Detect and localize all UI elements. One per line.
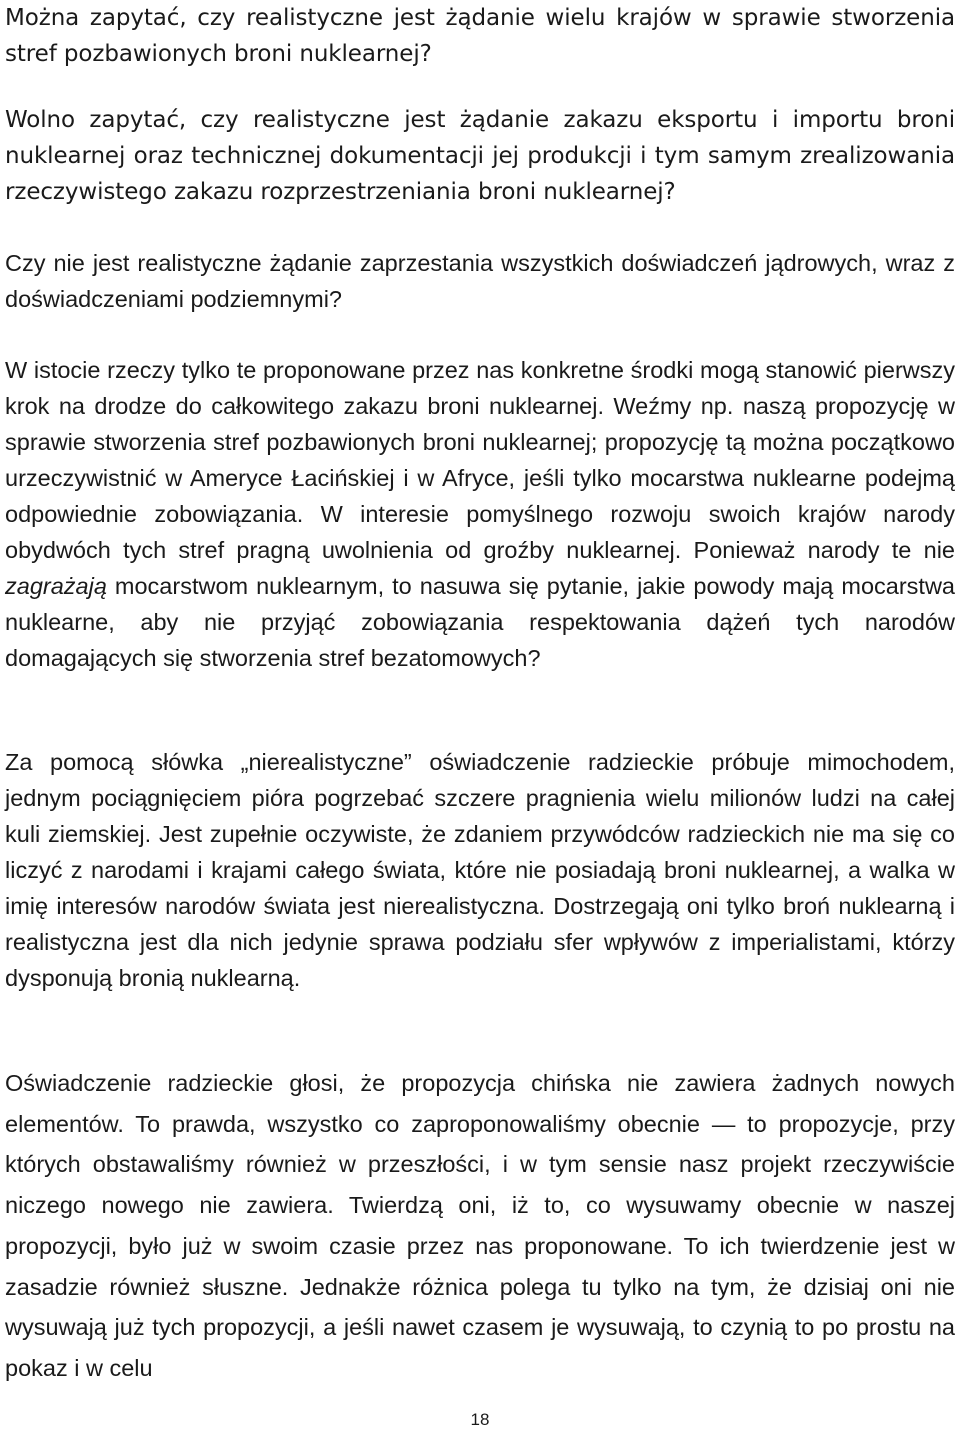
paragraph-4 bbox=[5, 352, 955, 676]
paragraph-4-italic-word: zagrażają bbox=[5, 573, 107, 599]
paragraph-3-text: Czy nie jest realistyczne żądanie zaprzestania wszystkich doświadczeń jądrowych, wraz z doświadczeniami podziemnymi? bbox=[5, 250, 955, 312]
paragraph-6-text: Oświadczenie radzieckie głosi, że propozycja chińska nie zawiera żadnych nowych elementów. To prawda, wszystko co zaproponowaliśmy obecnie — to propozycje, przy których obstawaliśmy również w przeszłości, i w tym sensie nasz projekt rzeczywiście niczego nowego nie zawiera. Twierdzą oni, iż to, co wysuwamy obecnie w naszej propozycji, było już w swoim czasie przez nas proponowane. To ich twierdzenie jest w zasadzie również słuszne. Jednakże różnica polega tu tylko na tym, że dzisiaj oni nie wysuwają już tych propozycji, a jeśli nawet czasem je wysuwają, to czynią to po prostu na pokaz i w celu bbox=[5, 1070, 955, 1381]
paragraph-5-text: Za pomocą słówka „nierealistyczne” oświadczenie radzieckie próbuje mimochodem, jednym pociągnięciem pióra pogrzebać szczere pragnienia wielu milionów ludzi na całej kuli ziemskiej. Jest zupełnie oczywiste, że zdaniem przywódców radzieckich nie ma się co liczyć z narodami i krajami całego świata, które nie posiadają broni nuklearnej, a walka w imię interesów narodów świata jest nierealistyczna. Dostrzegają oni tylko broń nuklearną i realistyczna jest dla nich jedynie sprawa podziału sfer wpływów z imperialistami, którzy dysponują bronią nuklearną. bbox=[5, 749, 955, 991]
paragraph-3 bbox=[5, 245, 955, 317]
paragraph-2 bbox=[5, 102, 955, 210]
paragraph-4-text-end: mocarstwom nuklearnym, to nasuwa się pytanie, jakie powody mają mocarstwa nuklearne, aby nie przyjąć zobowiązania respektowania dążeń tych narodów domagających się stworzenia stref bezatomowych? bbox=[5, 573, 955, 671]
paragraph-6 bbox=[5, 1063, 955, 1389]
paragraph-1 bbox=[5, 0, 955, 72]
page-number: 18 bbox=[470, 1410, 490, 1429]
paragraph-5 bbox=[5, 744, 955, 996]
paragraph-4-text-start: W istocie rzeczy tylko te proponowane przez nas konkretne środki mogą stanowić pierwszy krok na drodze do całkowitego zakazu broni nuklearnej. Weźmy np. naszą propozycję w sprawie stworzenia stref pozbawionych broni nuklearnej; propozycję tą można początkowo urzeczywistnić w Ameryce Łacińskiej i w Afryce, jeśli tylko mocarstwa nuklearne podejmą odpowiednie zobowiązania. W interesie pomyślnego rozwoju swoich krajów narody obydwóch tych stref pragną uwolnienia od groźby nuklearnej. Ponieważ narody te nie bbox=[5, 357, 955, 563]
paragraph-2-text: Wolno zapytać, czy realistyczne jest żądanie zakazu eksportu i importu broni nuklearnej oraz technicznej dokumentacji jej produkcji i tym samym zrealizowania rzeczywistego zakazu rozprzestrzeniania broni nuklearnej? bbox=[5, 107, 955, 205]
paragraph-1-text: Można zapytać, czy realistyczne jest żądanie wielu krajów w sprawie stworzenia stref pozbawionych broni nuklearnej? bbox=[5, 5, 955, 67]
